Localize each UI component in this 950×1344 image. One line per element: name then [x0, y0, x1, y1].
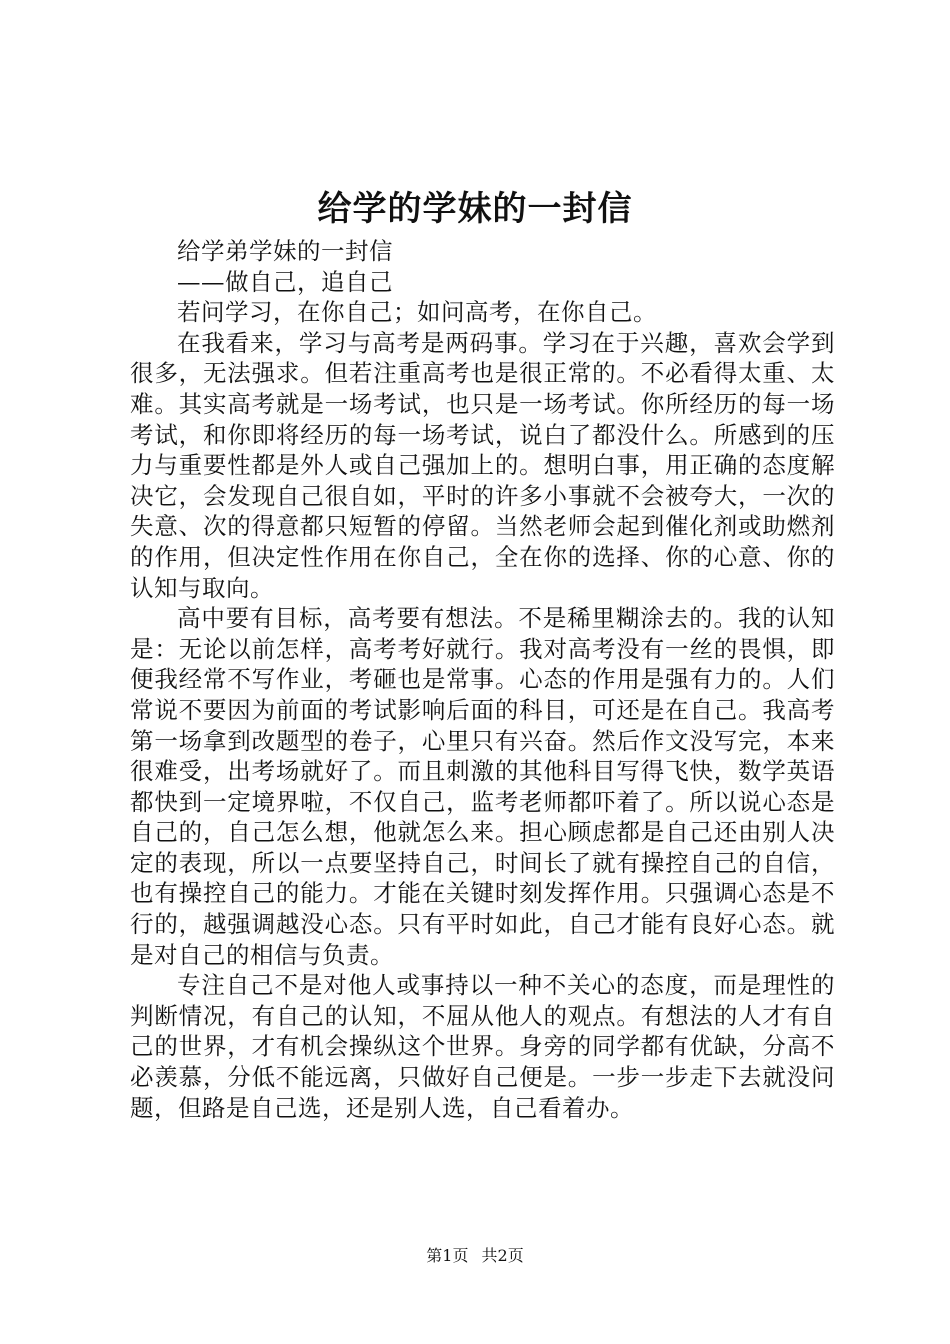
paragraph: 若问学习，在你自己；如问高考，在你自己。: [177, 298, 657, 327]
paragraph: 专注自己不是对他人或事持以一种不关心的态度，而是理性的判断情况，有自己的认知，不屈从他人的观点。有想法的人才有自己的世界，才有机会操纵这个世界。身旁的同学都有优缺，分高不必羡慕，分低不能远离，只做好自己便是。一步一步走下去就没问题，但路是自己选，还是别人选，自己看着办。: [130, 971, 835, 1122]
page-number: 第1页: [426, 1246, 469, 1265]
page-total: 共2页: [481, 1246, 524, 1265]
page-footer: [0, 1245, 950, 1267]
letter-subtitle: ——做自己，追自己: [177, 267, 393, 296]
document-title: 给学的学妹的一封信: [317, 189, 633, 229]
paragraph: 在我看来，学习与高考是两码事。学习在于兴趣，喜欢会学到很多，无法强求。但若注重高考也是很正常的。不必看得太重、太难。其实高考就是一场考试，也只是一场考试。你所经历的每一场考试，和你即将经历的每一场考试，说白了都没什么。所感到的压力与重要性都是外人或自己强加上的。想明白事，用正确的态度解决它，会发现自己很自如，平时的许多小事就不会被夸大，一次的失意、次的得意都只短暂的停留。当然老师会起到催化剂或助燃剂的作用，但决定性作用在你自己，全在你的选择、你的心意、你的认知与取向。: [130, 328, 835, 602]
letter-heading: 给学弟学妹的一封信: [177, 237, 393, 265]
paragraph: 高中要有目标，高考要有想法。不是稀里糊涂去的。我的认知是：无论以前怎样，高考考好就行。我对高考没有一丝的畏惧，即便我经常不写作业，考砸也是常事。心态的作用是强有力的。人们常说不要因为前面的考试影响后面的科目，可还是在自己。我高考第一场拿到改题型的卷子，心里只有兴奋。然后作文没写完，本来很难受，出考场就好了。而且刺激的其他科目写得飞快，数学英语都快到一定境界啦，不仅自己，监考老师都吓着了。所以说心态是自己的，自己怎么想，他就怎么来。担心顾虑都是自己还由别人决定的表现，所以一点要坚持自己，时间长了就有操控自己的自信，也有操控自己的能力。才能在关键时刻发挥作用。只强调心态是不行的，越强调越没心态。只有平时如此，自己才能有良好心态。就是对自己的相信与负责。: [130, 604, 835, 969]
document-body: [130, 236, 835, 1123]
